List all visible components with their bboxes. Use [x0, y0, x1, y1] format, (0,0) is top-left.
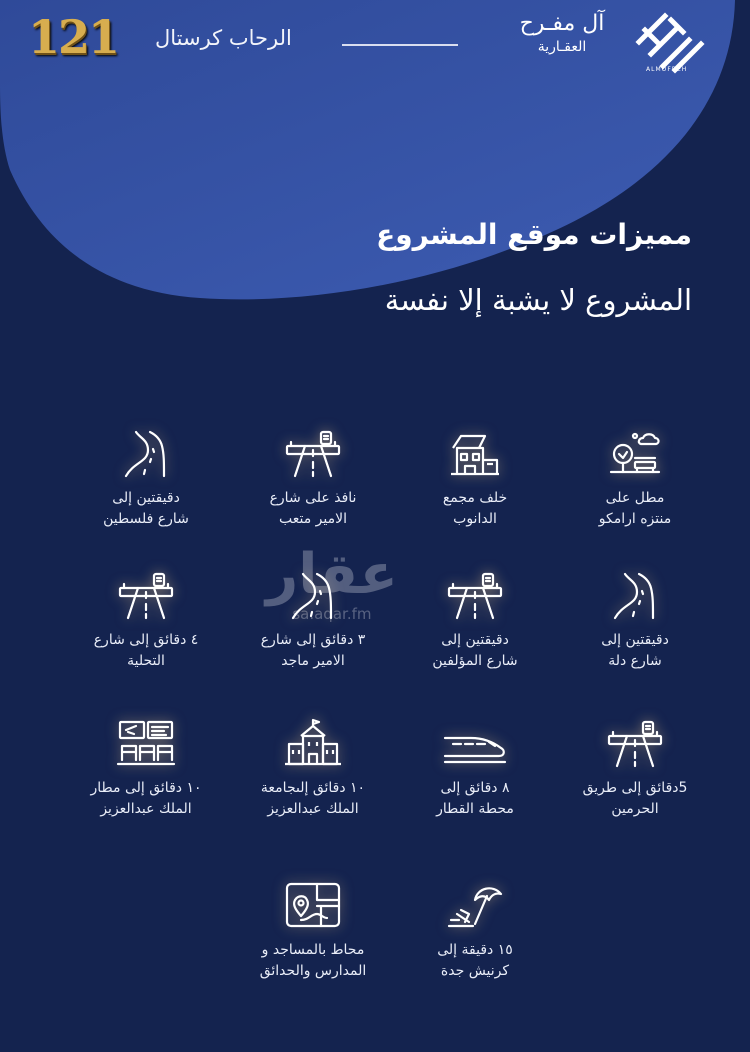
- airport-icon: [114, 718, 178, 768]
- feature-haramain-road: [555, 718, 715, 820]
- university-icon: [281, 718, 345, 768]
- feature-label: دقيقتين إلى شارع فلسطين: [103, 490, 189, 527]
- feature-label: ٤ دقائق إلى شارع التحلية: [93, 632, 199, 669]
- logo-mark-caption: ALMOFREH: [646, 66, 688, 73]
- feature-label: دقيقتين إلى شارع المؤلفين: [432, 632, 518, 669]
- logo-subtitle: العقـارية: [537, 39, 587, 55]
- feature-dalla-street: [555, 570, 715, 672]
- feature-label: ١٥ دقيقة إلى كرنيش جدة: [437, 942, 513, 979]
- logo-name: آل مفـرح: [519, 11, 605, 36]
- feature-label: محاط بالمساجد و المدارس والحدائق: [259, 942, 367, 979]
- badge-121: 121: [28, 10, 119, 64]
- feature-label: 5دقائق إلى طريق الحرمين: [582, 780, 688, 817]
- feature-label: مطل على منتزه ارامكو: [598, 490, 672, 527]
- feature-danube-complex: [395, 428, 555, 530]
- feature-label: ٨ دقائق إلى محطة القطار: [436, 780, 514, 817]
- train-icon: [443, 718, 507, 768]
- highway-icon: [281, 428, 345, 478]
- highway-icon: [114, 570, 178, 620]
- feature-surroundings: [233, 880, 393, 982]
- feature-jeddah-corniche: [395, 880, 555, 982]
- feature-label: ١٠ دقائق إلىجامعة الملك عبدالعزيز: [260, 780, 366, 817]
- feature-label: دقيقتين إلى شارع دلة: [601, 632, 669, 669]
- road-curve-icon: [603, 570, 667, 620]
- highway-icon: [603, 718, 667, 768]
- feature-train-station: [395, 718, 555, 820]
- watermark-text: عقار: [266, 542, 398, 607]
- page-title: مميزات موقع المشروع: [376, 218, 692, 251]
- feature-label: ١٠ دقائق إلى مطار الملك عبدالعزيز: [90, 780, 202, 817]
- highway-icon: [443, 570, 507, 620]
- map-pin-icon: [281, 880, 345, 930]
- building-icon: [443, 428, 507, 478]
- feature-moalfeen-street: [395, 570, 555, 672]
- feature-prince-mutaib: [233, 428, 393, 530]
- beach-icon: [443, 880, 507, 930]
- feature-kaia-airport: [66, 718, 226, 820]
- road-curve-icon: [114, 428, 178, 478]
- park-icon: [603, 428, 667, 478]
- watermark-url: sa.aqar.fm: [292, 605, 372, 623]
- feature-prince-majed: [233, 570, 393, 672]
- feature-label: ٣ دقائق إلى شارع الامير ماجد: [260, 632, 366, 669]
- feature-tahlia-street: [66, 570, 226, 672]
- feature-palestine-street: [66, 428, 226, 530]
- road-curve-icon: [281, 570, 345, 620]
- feature-label: خلف مجمع الدانوب: [442, 490, 508, 527]
- project-name: الرحاب كرستال: [155, 26, 292, 50]
- feature-label: نافذ على شارع الامير متعب: [269, 490, 357, 527]
- page-subtitle: المشروع لا يشبة إلا نفسة: [384, 283, 692, 317]
- feature-aramco-park: [555, 428, 715, 530]
- feature-kau-university: [233, 718, 393, 820]
